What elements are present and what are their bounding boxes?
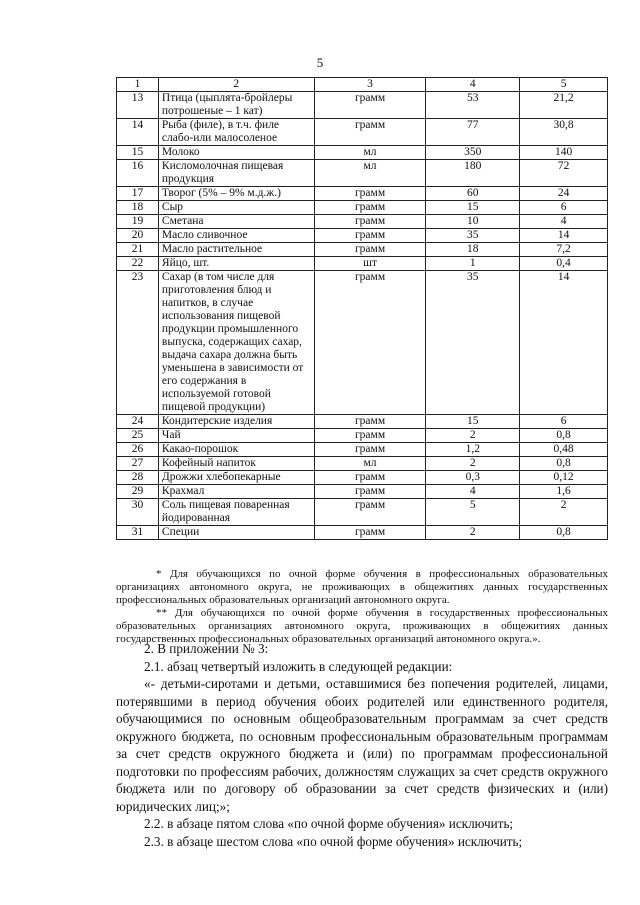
cell-v4: 10 xyxy=(426,215,520,229)
footnote-double-star: ** Для обучающихся по очной форме обучения в государственных профессиональных образовательных организациях автономного округа, проживающих в общежитиях данных государственных профессиональных образовательных организаций автономного округа.». xyxy=(116,607,608,645)
cell-num: 19 xyxy=(117,215,159,229)
cell-v4: 53 xyxy=(426,92,520,119)
cell-v5: 0,8 xyxy=(520,526,608,540)
cell-v4: 1,2 xyxy=(426,443,520,457)
cell-num: 13 xyxy=(117,92,159,119)
cell-v5: 6 xyxy=(520,415,608,429)
cell-unit: грамм xyxy=(314,201,426,215)
cell-num: 28 xyxy=(117,471,159,485)
table-row xyxy=(117,257,608,271)
cell-name: Птица (цыплята-бройлеры потрошеные – 1 кат) xyxy=(158,92,314,119)
cell-unit: грамм xyxy=(314,415,426,429)
paragraph-quoted-text: «- детьми-сиротами и детьми, оставшимися без попечения родителей, лицами, потерявшими в период обучения обоих родителей или единственного родителя, обучающимися по основным общеобразовательным программам за счет средств окружного бюджета, по основным профессиональным образовательным программам за счет средств окружного бюджета и (или) по программам профессиональной подготовки по профессиям рабочих, должностям служащих за счет средств окружного бюджета или по договору об образовании за счет средств физических и (или) юридических лиц;»; xyxy=(116,676,608,814)
table-row xyxy=(117,160,608,187)
cell-v4: 180 xyxy=(426,160,520,187)
cell-name: Чай xyxy=(158,429,314,443)
cell-name: Кондитерские изделия xyxy=(158,415,314,429)
cell-name: Соль пищевая поваренная йодированная xyxy=(158,499,314,526)
cell-v4: 15 xyxy=(426,201,520,215)
cell-unit: мл xyxy=(314,146,426,160)
cell-v5: 0,8 xyxy=(520,429,608,443)
cell-num: 29 xyxy=(117,485,159,499)
paragraph-2-3: 2.3. в абзаце шестом слова «по очной форме обучения» исключить; xyxy=(144,833,523,849)
table-row xyxy=(117,526,608,540)
cell-v4: 77 xyxy=(426,119,520,146)
table-row xyxy=(117,271,608,415)
cell-num: 30 xyxy=(117,499,159,526)
cell-num: 25 xyxy=(117,429,159,443)
cell-name: Кисломолочная пищевая продукция xyxy=(158,160,314,187)
cell-name: Сахар (в том числе для приготовления блюд и напитков, в случае использования пищевой продукции промышленного выпуска, содержащих сахар, выдача сахара должна быть уменьшена в зависимости от его содержания в используемой готовой пищевой продукции) xyxy=(158,271,314,415)
cell-unit: грамм xyxy=(314,92,426,119)
cell-v4: 35 xyxy=(426,271,520,415)
table-row xyxy=(117,429,608,443)
paragraph-appendix-3: 2. В приложении № 3: xyxy=(144,641,269,656)
cell-unit: грамм xyxy=(314,526,426,540)
table-row xyxy=(117,243,608,257)
footnote-single-star: * Для обучающихся по очной форме обучения в профессиональных образовательных организациях автономного округа, не проживающих в общежитиях данных государственных профессиональных образовательных организаций автономного округа. xyxy=(116,568,608,606)
cell-v5: 0,12 xyxy=(520,471,608,485)
cell-name: Рыба (филе), в т.ч. филе слабо-или малосоленое xyxy=(158,119,314,146)
cell-v5: 7,2 xyxy=(520,243,608,257)
cell-name: Сметана xyxy=(158,215,314,229)
table-row xyxy=(117,471,608,485)
cell-name: Сыр xyxy=(158,201,314,215)
cell-name: Творог (5% – 9% м.д.ж.) xyxy=(158,187,314,201)
cell-v5: 14 xyxy=(520,229,608,243)
table-row xyxy=(117,215,608,229)
cell-v5: 140 xyxy=(520,146,608,160)
cell-num: 14 xyxy=(117,119,159,146)
page-number: 5 xyxy=(316,55,324,70)
cell-name: Кофейный напиток xyxy=(158,457,314,471)
cell-name: Масло сливочное xyxy=(158,229,314,243)
paragraph-2-1: 2.1. абзац четвертый изложить в следующей редакции: xyxy=(144,658,453,674)
cell-v5: 2 xyxy=(520,499,608,526)
cell-unit: грамм xyxy=(314,243,426,257)
table-row xyxy=(117,119,608,146)
cell-v4: 2 xyxy=(426,429,520,443)
cell-v5: 4 xyxy=(520,215,608,229)
cell-v5: 21,2 xyxy=(520,92,608,119)
food-norms-table xyxy=(116,77,608,540)
cell-name: Дрожжи хлебопекарные xyxy=(158,471,314,485)
cell-unit: грамм xyxy=(314,499,426,526)
table-row xyxy=(117,229,608,243)
table-row xyxy=(117,201,608,215)
cell-num: 21 xyxy=(117,243,159,257)
cell-num: 24 xyxy=(117,415,159,429)
cell-unit: мл xyxy=(314,160,426,187)
cell-v4: 18 xyxy=(426,243,520,257)
cell-v5: 0,8 xyxy=(520,457,608,471)
cell-unit: грамм xyxy=(314,271,426,415)
header-cell: 5 xyxy=(520,78,608,92)
cell-name: Молоко xyxy=(158,146,314,160)
cell-v4: 2 xyxy=(426,526,520,540)
cell-num: 27 xyxy=(117,457,159,471)
cell-unit: шт xyxy=(314,257,426,271)
table-row xyxy=(117,415,608,429)
cell-name: Крахмал xyxy=(158,485,314,499)
table-row xyxy=(117,92,608,119)
cell-unit: грамм xyxy=(314,471,426,485)
cell-v4: 0,3 xyxy=(426,471,520,485)
cell-v4: 15 xyxy=(426,415,520,429)
cell-unit: грамм xyxy=(314,485,426,499)
cell-num: 22 xyxy=(117,257,159,271)
amendment-text xyxy=(116,640,608,850)
cell-num: 23 xyxy=(117,271,159,415)
table-row xyxy=(117,485,608,499)
cell-v4: 2 xyxy=(426,457,520,471)
cell-num: 20 xyxy=(117,229,159,243)
cell-num: 15 xyxy=(117,146,159,160)
cell-v5: 0,48 xyxy=(520,443,608,457)
cell-v4: 1 xyxy=(426,257,520,271)
cell-v5: 1,6 xyxy=(520,485,608,499)
cell-unit: мл xyxy=(314,457,426,471)
table-row xyxy=(117,187,608,201)
cell-v5: 24 xyxy=(520,187,608,201)
cell-name: Масло растительное xyxy=(158,243,314,257)
cell-name: Какао-порошок xyxy=(158,443,314,457)
cell-v4: 5 xyxy=(426,499,520,526)
cell-v5: 14 xyxy=(520,271,608,415)
cell-v4: 60 xyxy=(426,187,520,201)
cell-unit: грамм xyxy=(314,443,426,457)
cell-num: 18 xyxy=(117,201,159,215)
cell-num: 26 xyxy=(117,443,159,457)
header-cell: 1 xyxy=(117,78,159,92)
cell-unit: грамм xyxy=(314,187,426,201)
cell-unit: грамм xyxy=(314,429,426,443)
cell-name: Специи xyxy=(158,526,314,540)
table-row xyxy=(117,457,608,471)
cell-v5: 30,8 xyxy=(520,119,608,146)
cell-num: 31 xyxy=(117,526,159,540)
cell-unit: грамм xyxy=(314,215,426,229)
cell-v4: 4 xyxy=(426,485,520,499)
cell-v4: 35 xyxy=(426,229,520,243)
paragraph-2-2: 2.2. в абзаце пятом слова «по очной форме обучения» исключить; xyxy=(144,816,514,831)
cell-v5: 6 xyxy=(520,201,608,215)
table-header-row xyxy=(117,78,608,92)
table-row xyxy=(117,443,608,457)
cell-name: Яйцо, шт. xyxy=(158,257,314,271)
header-cell: 2 xyxy=(158,78,314,92)
footnotes xyxy=(116,568,608,646)
table-row xyxy=(117,499,608,526)
header-cell: 4 xyxy=(426,78,520,92)
table-row xyxy=(117,146,608,160)
header-cell: 3 xyxy=(314,78,426,92)
cell-num: 16 xyxy=(117,160,159,187)
cell-v4: 350 xyxy=(426,146,520,160)
cell-unit: грамм xyxy=(314,119,426,146)
cell-v5: 72 xyxy=(520,160,608,187)
cell-unit: грамм xyxy=(314,229,426,243)
cell-num: 17 xyxy=(117,187,159,201)
cell-v5: 0,4 xyxy=(520,257,608,271)
